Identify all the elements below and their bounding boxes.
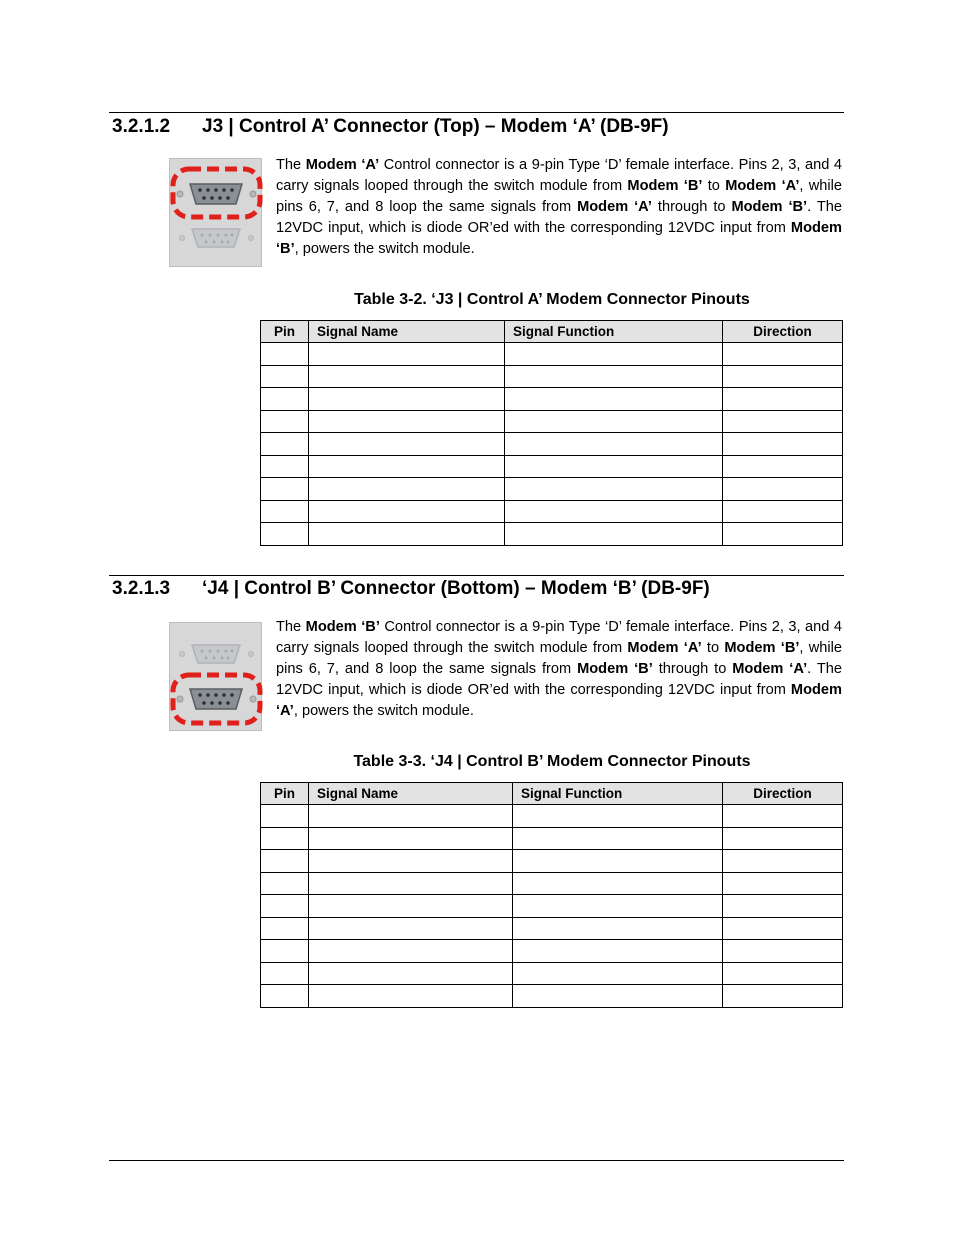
column-header-direction: Direction bbox=[723, 783, 843, 805]
column-header-signal-function: Signal Function bbox=[513, 783, 723, 805]
section-title: ‘J4 | Control B’ Connector (Bottom) – Modem ‘B’ (DB-9F) bbox=[202, 578, 710, 599]
table-cell bbox=[261, 455, 309, 478]
table-row bbox=[261, 872, 843, 895]
table-cell bbox=[261, 962, 309, 985]
table-cell bbox=[309, 410, 505, 433]
section-number: 3.2.1.3 bbox=[112, 578, 171, 599]
table-cell bbox=[505, 343, 723, 366]
table-row bbox=[261, 523, 843, 546]
connector-photo-j3 bbox=[169, 158, 262, 267]
bold-term: Modem ‘A’ bbox=[276, 682, 842, 719]
table-row bbox=[261, 940, 843, 963]
table-row bbox=[261, 388, 843, 411]
table-cell bbox=[723, 478, 843, 501]
table-cell bbox=[261, 940, 309, 963]
table-row bbox=[261, 455, 843, 478]
table-row bbox=[261, 985, 843, 1008]
text-run: through to bbox=[652, 661, 733, 677]
table-cell bbox=[723, 872, 843, 895]
bold-term: Modem ‘A’ bbox=[305, 157, 380, 173]
text-run: Control connector is a 9-pin Type ‘D’ female interface. Pins 2, 3, and 4 carry signals looped through the switch module from bbox=[276, 157, 843, 194]
column-header-signal-function: Signal Function bbox=[505, 321, 723, 343]
table-row bbox=[261, 895, 843, 918]
table-cell bbox=[309, 433, 505, 456]
connector-photo-j4 bbox=[169, 622, 262, 731]
text-run: to bbox=[701, 640, 725, 656]
table-cell bbox=[309, 895, 513, 918]
text-run: . The 12VDC input, which is diode OR’ed with the corresponding 12VDC input from bbox=[276, 199, 842, 236]
table-caption-j3: Table 3-2. ‘J3 | Control A’ Modem Connector Pinouts bbox=[354, 291, 750, 308]
table-cell bbox=[261, 895, 309, 918]
text-run: , powers the switch module. bbox=[293, 703, 474, 719]
section-rule-mid bbox=[109, 575, 844, 576]
table-cell bbox=[261, 850, 309, 873]
table-cell bbox=[309, 523, 505, 546]
table-row bbox=[261, 478, 843, 501]
bold-term: Modem ‘B’ bbox=[627, 178, 703, 194]
table-cell bbox=[505, 365, 723, 388]
column-header-pin: Pin bbox=[261, 783, 309, 805]
table-header-row bbox=[261, 321, 843, 343]
section-number: 3.2.1.2 bbox=[112, 116, 171, 137]
table-cell bbox=[723, 940, 843, 963]
table-cell bbox=[309, 805, 513, 828]
table-row bbox=[261, 917, 843, 940]
footer-rule bbox=[109, 1160, 844, 1161]
table-cell bbox=[261, 388, 309, 411]
bold-term: Modem ‘B’ bbox=[305, 619, 380, 635]
table-cell bbox=[513, 940, 723, 963]
table-cell bbox=[513, 850, 723, 873]
table-cell bbox=[309, 455, 505, 478]
table-cell bbox=[261, 523, 309, 546]
text-run: , while pins 6, 7, and 8 loop the same signals from bbox=[276, 640, 843, 677]
table-cell bbox=[309, 388, 505, 411]
table-cell bbox=[261, 478, 309, 501]
pinout-table-j4 bbox=[260, 782, 843, 1008]
table-cell bbox=[261, 500, 309, 523]
table-cell bbox=[309, 985, 513, 1008]
table-row bbox=[261, 827, 843, 850]
table-cell bbox=[309, 827, 513, 850]
table-cell bbox=[723, 805, 843, 828]
table-cell bbox=[723, 500, 843, 523]
table-cell bbox=[309, 365, 505, 388]
table-cell bbox=[261, 985, 309, 1008]
table-row bbox=[261, 500, 843, 523]
table-cell bbox=[261, 805, 309, 828]
table-cell bbox=[505, 433, 723, 456]
table-cell bbox=[723, 917, 843, 940]
text-run: to bbox=[702, 178, 726, 194]
table-cell bbox=[261, 872, 309, 895]
text-run: The bbox=[276, 157, 306, 173]
description-paragraph-j4 bbox=[276, 617, 842, 722]
section-rule-top bbox=[109, 112, 844, 113]
table-cell bbox=[261, 917, 309, 940]
column-header-signal-name: Signal Name bbox=[309, 321, 505, 343]
table-cell bbox=[723, 433, 843, 456]
bold-term: Modem ‘B’ bbox=[731, 199, 808, 215]
table-cell bbox=[513, 985, 723, 1008]
bold-term: Modem ‘B’ bbox=[577, 661, 653, 677]
text-run: through to bbox=[651, 199, 732, 215]
table-cell bbox=[309, 850, 513, 873]
table-cell bbox=[261, 365, 309, 388]
table-row bbox=[261, 805, 843, 828]
table-cell bbox=[723, 343, 843, 366]
table-cell bbox=[513, 895, 723, 918]
bold-term: Modem ‘A’ bbox=[627, 640, 702, 656]
column-header-pin: Pin bbox=[261, 321, 309, 343]
table-header-row bbox=[261, 783, 843, 805]
table-cell bbox=[505, 500, 723, 523]
table-caption-j4: Table 3-3. ‘J4 | Control B’ Modem Connector Pinouts bbox=[353, 753, 751, 770]
table-cell bbox=[513, 827, 723, 850]
bold-term: Modem ‘B’ bbox=[724, 640, 800, 656]
text-run: . The 12VDC input, which is diode OR’ed with the corresponding 12VDC input from bbox=[276, 661, 842, 698]
table-cell bbox=[505, 478, 723, 501]
pinout-table-j3 bbox=[260, 320, 843, 546]
column-header-direction: Direction bbox=[723, 321, 843, 343]
table-cell bbox=[723, 388, 843, 411]
table-cell bbox=[309, 962, 513, 985]
table-cell bbox=[723, 523, 843, 546]
text-run: , while pins 6, 7, and 8 loop the same signals from bbox=[276, 178, 843, 215]
table-cell bbox=[309, 478, 505, 501]
table-cell bbox=[309, 872, 513, 895]
table-cell bbox=[723, 850, 843, 873]
table-cell bbox=[513, 872, 723, 895]
table-cell bbox=[723, 365, 843, 388]
table-cell bbox=[723, 985, 843, 1008]
table-cell bbox=[505, 455, 723, 478]
column-header-signal-name: Signal Name bbox=[309, 783, 513, 805]
table-cell bbox=[309, 500, 505, 523]
table-cell bbox=[309, 940, 513, 963]
table-cell bbox=[261, 433, 309, 456]
table-cell bbox=[723, 455, 843, 478]
bold-term: Modem ‘A’ bbox=[732, 661, 808, 677]
table-cell bbox=[723, 962, 843, 985]
table-cell bbox=[261, 343, 309, 366]
section-title: J3 | Control A’ Connector (Top) – Modem ‘A’ (DB-9F) bbox=[202, 116, 669, 137]
table-cell bbox=[505, 523, 723, 546]
table-cell bbox=[513, 962, 723, 985]
section-heading-j4 bbox=[112, 577, 844, 601]
table-cell bbox=[261, 827, 309, 850]
table-cell bbox=[723, 410, 843, 433]
text-run: , powers the switch module. bbox=[294, 241, 475, 257]
bold-term: Modem ‘B’ bbox=[276, 220, 842, 257]
description-paragraph-j3 bbox=[276, 155, 842, 260]
table-cell bbox=[309, 343, 505, 366]
table-cell bbox=[513, 805, 723, 828]
table-row bbox=[261, 850, 843, 873]
table-row bbox=[261, 410, 843, 433]
table-cell bbox=[723, 895, 843, 918]
table-cell bbox=[723, 827, 843, 850]
table-cell bbox=[505, 410, 723, 433]
table-cell bbox=[505, 388, 723, 411]
bold-term: Modem ‘A’ bbox=[725, 178, 800, 194]
table-cell bbox=[309, 917, 513, 940]
text-run: The bbox=[276, 619, 306, 635]
table-row bbox=[261, 433, 843, 456]
table-row bbox=[261, 343, 843, 366]
table-row bbox=[261, 365, 843, 388]
bold-term: Modem ‘A’ bbox=[577, 199, 652, 215]
text-run: Control connector is a 9-pin Type ‘D’ female interface. Pins 2, 3, and 4 carry signals looped through the switch module from bbox=[276, 619, 843, 656]
section-heading-j3 bbox=[112, 115, 844, 139]
table-cell bbox=[261, 410, 309, 433]
table-row bbox=[261, 962, 843, 985]
table-cell bbox=[513, 917, 723, 940]
